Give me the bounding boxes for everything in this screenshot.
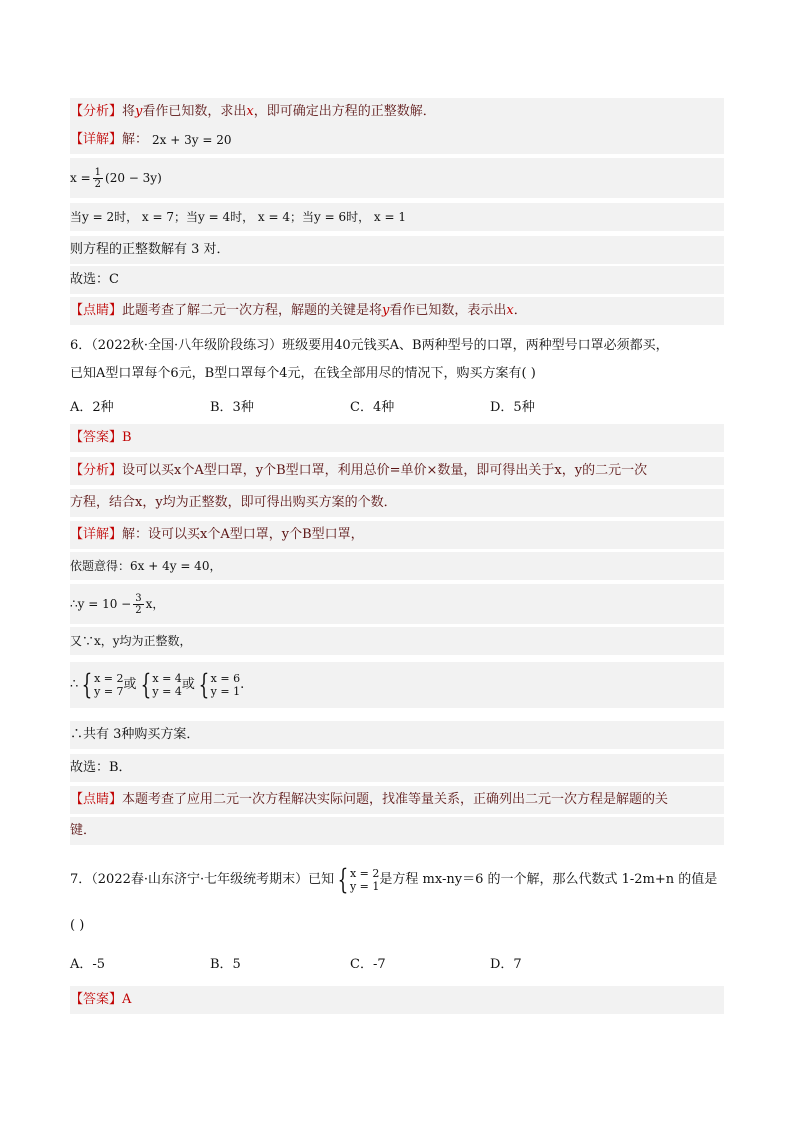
q6-stem-line2: 已知A型口罩每个6元，B型口罩每个4元，在钱全部用尽的情况下，购买方案有( ) [70, 366, 536, 381]
q6-stem-line1: 6．（2022秋·全国·八年级阶段练习）班级要用40元钱买A、B两种型号的口罩，两种型号口罩必须都买， [70, 338, 669, 353]
answer-value: A [122, 992, 132, 1007]
option-c: C．4种 [350, 400, 395, 415]
q7-answer: 【答案】 A [70, 986, 724, 1014]
option-c: C．-7 [350, 957, 386, 972]
fraction: $\frac{1}{2}$ [94, 166, 102, 190]
q6-solutions: ∴ { x = 2 y = 7 或 { x = 4 y = 4 或 { x = 6 y = 1 . [70, 662, 724, 708]
option-a: A．2种 [70, 400, 114, 415]
given-system: { x = 2 y = 1 [337, 863, 380, 896]
detail-tag: 【详解】 [70, 132, 123, 147]
analysis-tag: 【分析】 [70, 104, 123, 119]
comment-tag: 【点睛】 [70, 303, 123, 318]
q6-y-expression: ∴y = 10 − $\frac{3}{2}$ x， [70, 584, 724, 624]
q5-choice: 故选：C [70, 266, 724, 294]
q5-detail: 【详解】 解： 2x + 3y = 20 [70, 126, 724, 154]
q6-comment-2: 键． [70, 817, 724, 845]
fraction: $\frac{3}{2}$ [135, 592, 142, 616]
q6-choice: 故选：B． [70, 754, 724, 782]
answer-value: B [122, 430, 132, 445]
option-d: D．7 [490, 957, 522, 972]
q6-options [70, 398, 630, 418]
option-a: A．-5 [70, 957, 106, 972]
solution-system-1: { x = 2 y = 7 [81, 668, 124, 701]
option-b: B．3种 [210, 400, 254, 415]
q6-detail-2: 依题意得：6x + 4y = 40， [70, 552, 724, 580]
q7-stem-line1: 7．（2022春·山东济宁·七年级统考期末）已知 { x = 2 y = 1 是方程 mx-ny＝6 的一个解，那么代数式 1-2m+n 的值是 [70, 863, 718, 896]
option-d: D．5种 [490, 400, 535, 415]
solution-system-2: { x = 4 y = 4 [140, 668, 182, 701]
q6-analysis-2: 方程，结合x，y均为正整数，即可得出购买方案的个数． [70, 489, 724, 517]
q7-stem-line2: ( ) [70, 918, 85, 933]
q5-analysis: 【分析】 将 y 看作已知数，求出 x ，即可确定出方程的正整数解． [70, 98, 724, 126]
q5-cases: 当y = 2时， x = 7；当y = 4时， x = 4；当y = 6时， x = 1 [70, 203, 724, 231]
solution-system-3: { x = 6 y = 1 [198, 668, 241, 701]
q5-x-expression: x = $\frac{1}{2}$ (20 − 3y) [70, 158, 724, 198]
q6-detail-4: 又∵x，y均为正整数， [70, 627, 724, 655]
q7-options [70, 955, 630, 975]
q6-total: ∴共有 3种购买方案． [70, 721, 724, 749]
q5-count: 则方程的正整数解有 3 对． [70, 236, 724, 264]
q6-detail-1: 【详解】 解：设可以买x个A型口罩，y个B型口罩， [70, 521, 724, 549]
equation: 2x + 3y = 20 [152, 133, 232, 147]
q5-comment: 【点睛】 此题考查了解二元一次方程，解题的关键是将 y 看作已知数，表示出 x ． [70, 297, 724, 325]
option-b: B．5 [210, 957, 241, 972]
q6-comment-1: 【点睛】 本题考查了应用二元一次方程解决实际问题，找准等量关系，正确列出二元一次方程是解题的关 [70, 786, 724, 814]
q6-answer: 【答案】 B [70, 424, 724, 452]
q6-analysis-1: 【分析】 设可以买x个A型口罩，y个B型口罩，利用总价=单价×数量，即可得出关于x，y的二元一次 [70, 457, 724, 485]
